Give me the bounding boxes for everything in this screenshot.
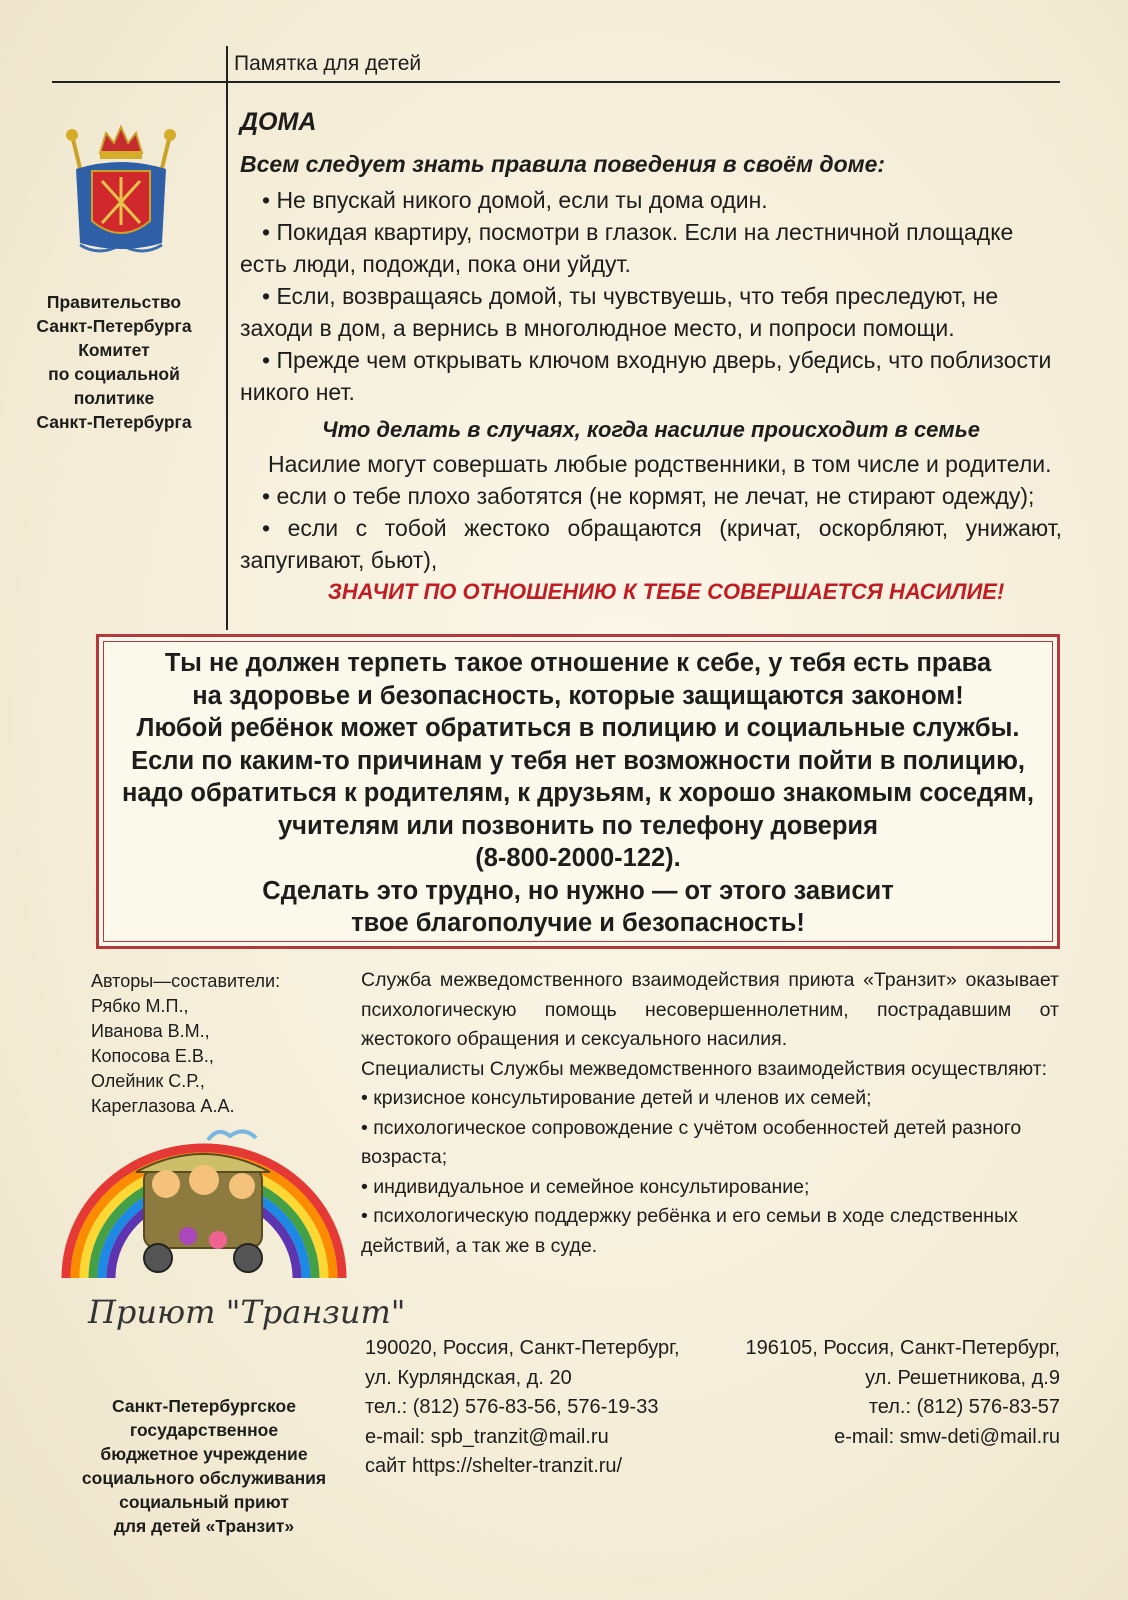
authors-block (91, 969, 280, 1119)
service-item: • психологическое сопровождение с учётом особенностей детей разного возраста; (361, 1116, 1022, 1168)
notice-box (96, 634, 1060, 949)
home-rule: • Не впускай никого домой, если ты дома один. (262, 187, 768, 213)
notice-line: Сделать это трудно, но нужно — от этого зависит (262, 876, 894, 905)
notice-line: Если по каким-то причинам у тебя нет возможности пойти в полицию, (131, 746, 1025, 775)
org-line: Санкт-Петербургское (112, 1396, 296, 1416)
address-line: 196105, Россия, Санкт-Петербург, (745, 1337, 1060, 1359)
notice-text (99, 647, 1057, 940)
org-line: для детей «Транзит» (113, 1516, 295, 1536)
notice-line: надо обратиться к родителям, к друзьям, к хорошо знакомым соседям, (121, 779, 1035, 807)
service-item: • индивидуальное и семейное консультирование; (361, 1175, 810, 1198)
violence-item: • если с тобой жестоко обращаются (кричат, оскорбляют, унижают, запугивают, бьют), (240, 515, 1062, 573)
phone-line: тел.: (812) 576-83-56, 576-19-33 (365, 1396, 659, 1418)
notice-line: Любой ребёнок может обратиться в полицию и социальные службы. (136, 714, 1020, 742)
address-reshetnikova (745, 1334, 1060, 1452)
email-line: e-mail: smw-deti@mail.ru (834, 1425, 1060, 1448)
home-subtitle: Всем следует знать правила поведения в своём доме: (240, 151, 886, 177)
website-line: сайт https://shelter-tranzit.ru/ (365, 1455, 623, 1477)
org-line: социального обслуживания (81, 1468, 327, 1488)
service-description (361, 966, 1059, 1261)
address-line: ул. Решетникова, д.9 (865, 1366, 1060, 1389)
author-name: Копосова Е.В., (91, 1046, 214, 1066)
org-line: по социальной (48, 364, 180, 384)
org-line: Санкт-Петербурга (36, 316, 192, 336)
notice-line: учителям или позвонить по телефону доверия (278, 811, 878, 840)
home-title: ДОМА (240, 108, 317, 136)
org-line: государственное (129, 1420, 279, 1440)
notice-line: на здоровье и безопасность, которые защищаются законом! (192, 681, 964, 710)
notice-phone: (8-800-2000-122). (475, 844, 681, 872)
home-rule: • Покидая квартиру, посмотри в глазок. Если на лестничной площадке есть люди, подожди, пока они уйдут. (240, 219, 1014, 277)
header-label: Памятка для детей (234, 52, 422, 75)
phone-line: тел.: (812) 576-83-57 (868, 1396, 1060, 1418)
service-item: • психологическую поддержку ребёнка и его семьи в ходе следственных действий, а так же в суде. (361, 1205, 1018, 1257)
org-line: Санкт-Петербурга (36, 412, 192, 432)
violence-heading: Что делать в случаях, когда насилие происходит в семье (322, 417, 980, 442)
violence-alert: ЗНАЧИТ ПО ОТНОШЕНИЮ К ТЕБЕ СОВЕРШАЕТСЯ НАСИЛИЕ! (327, 579, 1005, 604)
address-line: 190020, Россия, Санкт-Петербург, (365, 1337, 680, 1359)
service-lead: Специалисты Службы межведомственного взаимодействия осуществляют: (361, 1057, 1048, 1080)
service-item: • кризисное консультирование детей и членов их семей; (361, 1087, 872, 1109)
address-kurlyandskaya (365, 1334, 680, 1482)
home-rule: • Если, возвращаясь домой, ты чувствуешь, что тебя преследуют, не заходи в дом, а вернись в многолюдное место, и попроси помощи. (240, 283, 999, 341)
sidebar-rule (226, 46, 228, 630)
main-content (240, 106, 1062, 608)
header-rule (52, 81, 1060, 83)
service-intro: Служба межведомственного взаимодействия приюта «Транзит» оказывает психологическую помощь несовершеннолетним, пострадавшим от жестокого обращения и сексуального насилия. (361, 969, 1059, 1050)
author-name: Кареглазова А.А. (91, 1096, 235, 1116)
authors-label: Авторы—составители: (91, 971, 281, 991)
violence-intro: Насилие могут совершать любые родственники, в том числе и родители. (268, 451, 1052, 477)
logo-text: Приют "Транзит" (88, 1293, 406, 1331)
org-line: бюджетное учреждение (100, 1444, 308, 1464)
org-line: социальный приют (119, 1492, 289, 1512)
notice-line: Ты не должен терпеть такое отношение к себе, у тебя есть права (164, 649, 992, 677)
email-line: e-mail: spb_tranzit@mail.ru (365, 1425, 609, 1448)
organization-text (62, 1394, 346, 1538)
government-org-text (18, 290, 210, 434)
notice-line: твое благополучие и безопасность! (351, 909, 805, 937)
author-name: Иванова В.М., (91, 1021, 210, 1041)
org-line: политике (73, 388, 155, 408)
address-line: ул. Курляндская, д. 20 (365, 1366, 572, 1389)
shelter-transit-logo (58, 1118, 406, 1358)
author-name: Рябко М.П., (91, 996, 189, 1016)
author-name: Олейник С.Р., (91, 1071, 205, 1091)
org-line: Правительство (46, 292, 182, 312)
org-line: Комитет (78, 340, 150, 360)
violence-item: • если о тебе плохо заботятся (не кормят, не лечат, не стирают одежду); (262, 483, 1035, 509)
home-rule: • Прежде чем открывать ключом входную дверь, убедись, что поблизости никого нет. (240, 347, 1052, 405)
coat-of-arms-emblem (58, 125, 184, 261)
